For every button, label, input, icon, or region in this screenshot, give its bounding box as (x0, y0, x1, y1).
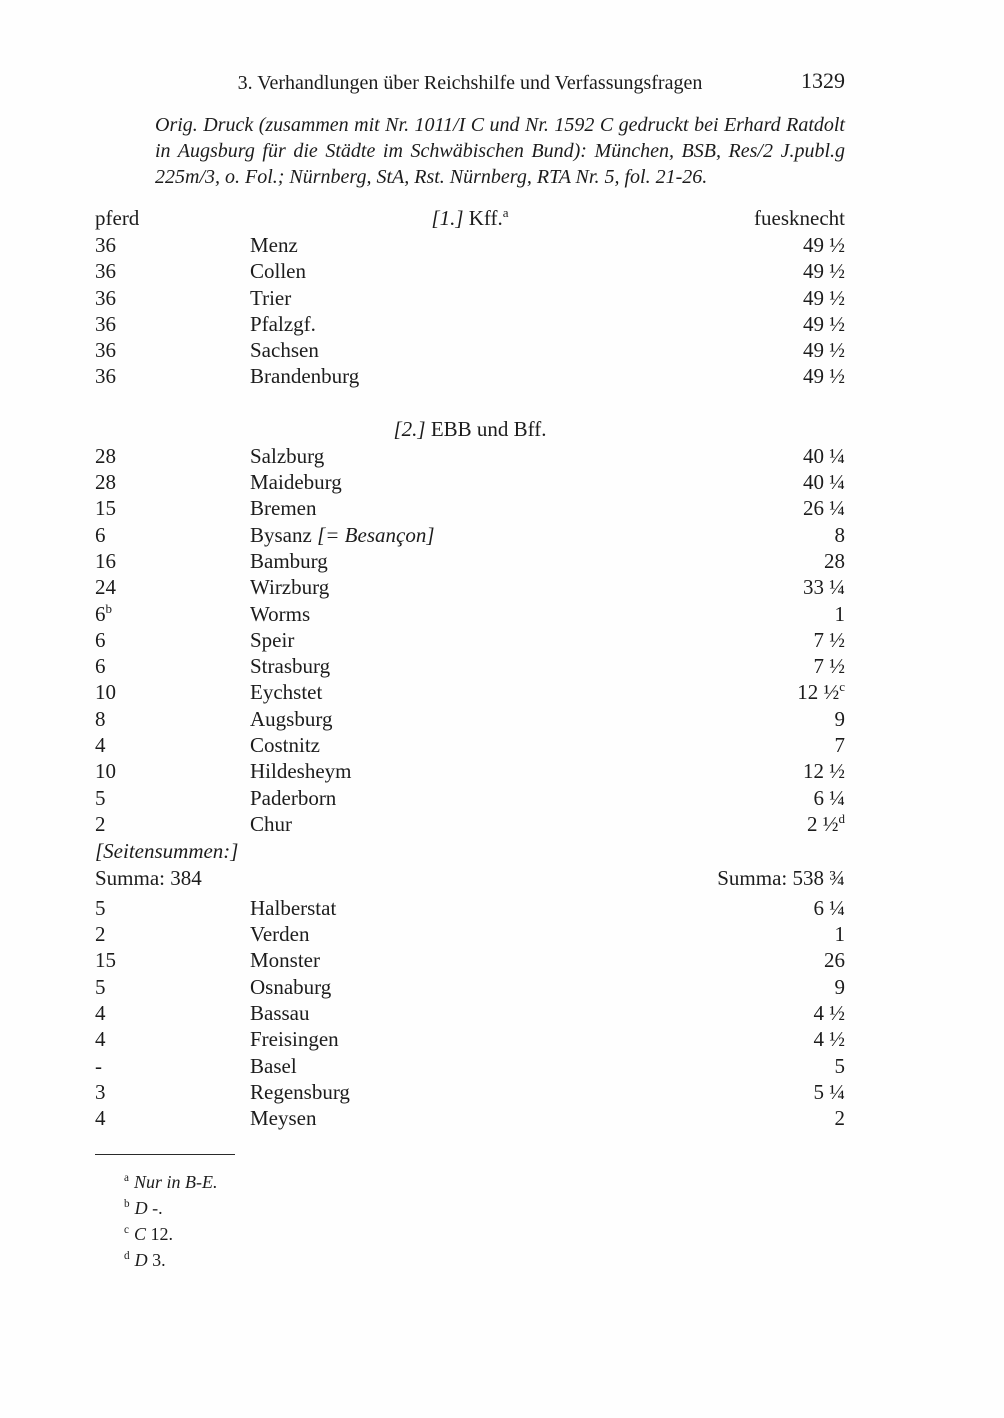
name-value: Maideburg (250, 470, 342, 495)
table-row (95, 258, 845, 284)
fuesknecht-value: 49 ½ (803, 285, 845, 310)
footnote: $^d$ D 3. (124, 1249, 166, 1270)
name-value: Pfalzgf. (250, 311, 316, 336)
footnote-marker-d: d (124, 1249, 130, 1262)
fuesknecht-value: 26 (824, 948, 845, 973)
pferd-value: 36 (95, 364, 116, 389)
pferd-value: - (95, 1053, 102, 1078)
pferd-value: 16 (95, 548, 116, 573)
name-value: Strasburg (250, 654, 331, 679)
pferd-value: 6 (95, 627, 106, 652)
fuesknecht-value: 6 ¼ (813, 785, 845, 810)
fuesknecht-value: 9 (834, 706, 845, 731)
table-row (95, 548, 845, 574)
fuesknecht-value: 12 ½$^c$ (797, 679, 845, 705)
section-1-number: [1.] (431, 206, 464, 230)
pferd-value: 4 (95, 733, 106, 758)
name-value: Bysanz [= Besançon] (250, 522, 435, 547)
name-value: Monster (250, 948, 320, 973)
fuesknecht-value: 28 (824, 548, 845, 573)
footnote-marker-c: c (124, 1223, 129, 1236)
fuesknecht-value: 26 ¼ (803, 496, 845, 521)
pferd-value: 36 (95, 259, 116, 284)
column-header-fuesknecht: fuesknecht (754, 206, 845, 230)
table-row (95, 679, 845, 705)
pferd-value: 2 (95, 922, 106, 947)
name-value: Bremen (250, 496, 317, 521)
table-row (95, 1000, 845, 1026)
table-row (95, 811, 845, 837)
table-row (95, 363, 845, 389)
fuesknecht-value: 49 ½ (803, 259, 845, 284)
footnote-marker-b: b (124, 1197, 130, 1210)
table-row (95, 285, 845, 311)
pferd-value: 15 (95, 496, 116, 521)
pferd-value: 3 (95, 1079, 106, 1104)
name-value: Worms (250, 601, 311, 626)
summa-pferd-total: Summa: 384 (95, 865, 202, 890)
name-value: Wirzburg (250, 575, 330, 600)
footnote-italic-text: Nur in B-E. (133, 1171, 218, 1192)
name-value: Bamburg (250, 548, 328, 573)
section-1-heading (95, 205, 845, 232)
pferd-value: 5 (95, 785, 106, 810)
footnote-ref-b: b (105, 600, 113, 616)
pferd-value: 15 (95, 948, 116, 973)
table-row (95, 443, 845, 469)
pferd-value: 28 (95, 443, 116, 468)
summa-fuesknecht-total: Summa: 538 ¾ (717, 865, 845, 890)
fuesknecht-value: 2 (834, 1106, 845, 1131)
table-row (95, 601, 845, 627)
fuesknecht-value: 5 ¼ (813, 1079, 845, 1104)
table-row (95, 1105, 845, 1131)
name-value: Salzburg (250, 443, 325, 468)
table-row (95, 337, 845, 363)
pferd-value: 36 (95, 233, 116, 257)
fuesknecht-value: 2 ½$^d$ (806, 810, 845, 836)
name-value: Regensburg (250, 1079, 350, 1104)
name-value: Speir (250, 627, 295, 652)
name-value: Chur (250, 811, 292, 836)
table-row (95, 522, 845, 548)
fuesknecht-value: 7 ½ (813, 654, 845, 679)
footnote: $^c$ C 12. (124, 1223, 173, 1244)
name-value: Meysen (250, 1106, 317, 1131)
footnote-ref-c: c (839, 679, 845, 695)
table-row (95, 469, 845, 495)
pferd-value: 5 (95, 974, 106, 999)
table-row (95, 495, 845, 521)
fuesknecht-value: 33 ¼ (803, 575, 845, 600)
table-row (95, 921, 845, 947)
section-2-title: EBB und Bff. (425, 416, 547, 441)
footnote-italic-text: D (134, 1249, 148, 1270)
name-value: Trier (250, 285, 292, 310)
pferd-value: 6$^b$ (95, 600, 113, 626)
table-row (95, 1079, 845, 1105)
pferd-value: 36 (95, 311, 116, 336)
footnote-separator-rule (95, 1154, 235, 1155)
name-value: Verden (250, 922, 310, 947)
footnote-italic-text: C (133, 1223, 146, 1244)
name-value: Collen (250, 259, 306, 284)
pferd-value: 24 (95, 575, 116, 600)
section-2-rows (95, 443, 845, 837)
pferd-value: 2 (95, 811, 106, 836)
pferd-value: 5 (95, 895, 106, 920)
fuesknecht-value: 6 ¼ (813, 895, 845, 920)
pferd-value: 10 (95, 759, 116, 784)
name-value: Eychstet (250, 680, 323, 705)
pferd-value: 10 (95, 680, 116, 705)
name-value: Bassau (250, 1001, 310, 1026)
name-value: Augsburg (250, 706, 333, 731)
fuesknecht-value: 5 (834, 1053, 845, 1078)
name-value: Paderborn (250, 785, 337, 810)
name-value: Osnaburg (250, 974, 332, 999)
section-1-title: Kff. (463, 206, 503, 230)
name-value: Basel (250, 1053, 297, 1078)
seitensummen-label: [Seitensummen:] (95, 839, 239, 864)
name-value: Freisingen (250, 1027, 339, 1052)
table-row (95, 895, 845, 921)
name-annotation: [= Besançon] (311, 522, 435, 547)
pferd-value: 6 (95, 522, 106, 547)
table-row (95, 732, 845, 758)
fuesknecht-value: 4 ½ (813, 1001, 845, 1026)
column-header-pferd: pferd (95, 206, 140, 230)
fuesknecht-value: 1 (834, 922, 845, 947)
name-value: Sachsen (250, 338, 319, 363)
section-2-heading (95, 416, 845, 443)
fuesknecht-value: 40 ¼ (803, 470, 845, 495)
table-row (95, 947, 845, 973)
name-value: Brandenburg (250, 364, 360, 389)
pferd-value: 28 (95, 470, 116, 495)
pferd-value: 8 (95, 706, 106, 731)
pferd-value: 36 (95, 338, 116, 363)
page-header (95, 70, 845, 96)
fuesknecht-value: 4 ½ (813, 1027, 845, 1052)
table-row (95, 653, 845, 679)
table-row (95, 706, 845, 732)
section-1-rows (95, 232, 845, 390)
pferd-value: 36 (95, 285, 116, 310)
table-row (95, 232, 845, 258)
footnote-italic-text: D (134, 1197, 148, 1218)
footnote-ref-a: a (502, 205, 509, 220)
fuesknecht-value: 49 ½ (803, 364, 845, 389)
table-row (95, 1026, 845, 1052)
fuesknecht-value: 1 (834, 601, 845, 626)
footnote: $^b$ D -. (124, 1197, 163, 1218)
table-row (95, 311, 845, 337)
fuesknecht-value: 49 ½ (803, 311, 845, 336)
section-2-number: [2.] (393, 416, 426, 441)
footnote (124, 1169, 845, 1195)
name-value: Costnitz (250, 733, 321, 758)
name-value: Hildesheym (250, 759, 352, 784)
fuesknecht-value: 7 (834, 733, 845, 758)
pferd-value: 4 (95, 1106, 106, 1131)
table-row (95, 574, 845, 600)
table-row (95, 1053, 845, 1079)
table-header-row (95, 205, 845, 232)
fuesknecht-value: 12 ½ (803, 759, 845, 784)
fuesknecht-value: 49 ½ (803, 233, 845, 257)
pferd-value: 4 (95, 1027, 106, 1052)
footnote-ref-d: d (838, 810, 845, 826)
section-2-rows-continued (95, 895, 845, 1132)
table-row (95, 785, 845, 811)
footnote-marker-a: a (124, 1171, 129, 1184)
summa-row (95, 865, 845, 891)
fuesknecht-value: 7 ½ (813, 627, 845, 652)
pferd-value: 4 (95, 1001, 106, 1026)
name-value: Halberstat (250, 895, 337, 920)
fuesknecht-value: 49 ½ (803, 338, 845, 363)
table-row (95, 974, 845, 1000)
table-row (95, 627, 845, 653)
table-row (95, 758, 845, 784)
fuesknecht-value: 40 ¼ (803, 443, 845, 468)
pferd-value: 6 (95, 654, 106, 679)
page-number: 1329 (801, 68, 845, 93)
footnotes-block (124, 1169, 845, 1273)
source-note: Orig. Druck (zusammen mit Nr. 1011/I C und Nr. 1592 C gedruckt bei Erhard Ratdolt in Augsburg für die Städte im Schwäbischen Bund): München, BSB, Res/2 J.publ.g 225m/3, o. Fol.; Nürnberg, StA, Rst. Nürnberg, RTA Nr. 5, fol. 21-26. (155, 114, 845, 188)
name-value: Menz (250, 233, 298, 257)
running-title: 3. Verhandlungen über Reichshilfe und Verfassungsfragen (237, 72, 703, 94)
fuesknecht-value: 9 (834, 974, 845, 999)
fuesknecht-value: 8 (834, 522, 845, 547)
